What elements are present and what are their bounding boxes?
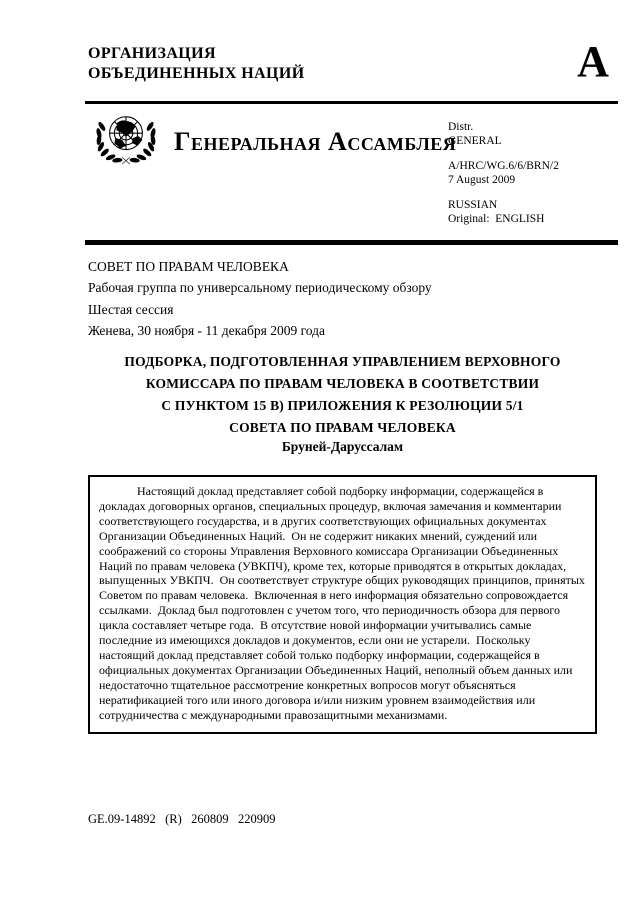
language-group	[448, 199, 559, 226]
footer-reference: GE.09-14892 (R) 260809 220909	[88, 812, 276, 826]
working-group: Рабочая группа по универсальному периодическому обзору	[88, 280, 432, 296]
document-title	[88, 351, 597, 439]
symbol-group	[448, 160, 559, 187]
original-language: Original: ENGLISH	[448, 212, 545, 225]
session-block	[88, 256, 432, 342]
venue-dates: Женева, 30 ноября - 11 декабря 2009 года	[88, 323, 326, 339]
country-name: Бруней-Даруссалам	[281, 439, 404, 454]
council-name: СОВЕТ ПО ПРАВАМ ЧЕЛОВЕКА	[88, 259, 289, 274]
distr-value: GENERAL	[448, 134, 502, 147]
distr-group	[448, 121, 559, 148]
org-name	[88, 44, 305, 84]
title-line: С ПУНКТОМ 15 В) ПРИЛОЖЕНИЯ К РЕЗОЛЮЦИИ 5/1	[161, 398, 524, 413]
distribution-info	[448, 121, 559, 238]
title-line: ПОДБОРКА, ПОДГОТОВЛЕННАЯ УПРАВЛЕНИЕМ ВЕРХОВНОГО	[124, 354, 561, 369]
header-rule	[85, 101, 618, 104]
doc-series-letter: A	[577, 37, 609, 86]
doc-date: 7 August 2009	[448, 173, 516, 186]
summary-text: Настоящий доклад представляет собой подборку информации, содержащейся в докладах договорных органов, специальных процедур, включая замечания и комментарии соответствующего государства, и в других соответствующих официальных документах Организации Объединенных Наций. Он не содержит никаких мнений, суждений или соображений со стороны Управления Верховного комиссара Организации Объединенных Наций по правам человека (УВКПЧ), кроме тех, которые приводятся в открытых докладах, выпущенных УВКПЧ. Он соответствует структуре общих руководящих принципов, принятых Советом по правам человека. Включенная в него информация обязательно сопровождается ссылками. Доклад был подготовлен с учетом того, что периодичность обзора для первого цикла составляет четыре года. В отсутствие новой информации учитывались самые последние из имеющихся докладов и документов, если они не устарели. Поскольку настоящий доклад представляет собой только подборку информации, содержащейся в официальных документах Организации Объединенных Наций, неполный объем данных или недостаточно тщательное рассмотрение конкретных вопросов могут объясняться нератификацией того или иного договора и/или низким уровнем взаимодействия или сотрудничества с международными правозащитными механизмами.	[99, 484, 588, 722]
title-line: КОМИССАРА ПО ПРАВАМ ЧЕЛОВЕКА В СООТВЕТСТВИИ	[145, 376, 540, 391]
title-line: СОВЕТА ПО ПРАВАМ ЧЕЛОВЕКА	[229, 420, 456, 435]
un-emblem-icon	[93, 110, 159, 171]
org-name-line1: ОРГАНИЗАЦИЯ	[88, 45, 216, 62]
distr-label: Distr.	[448, 121, 474, 133]
language: RUSSIAN	[448, 199, 498, 211]
session-number: Шестая сессия	[88, 301, 174, 317]
body-name: Генеральная Ассамблея	[174, 127, 457, 156]
org-name-line2: ОБЪЕДИНЕННЫХ НАЦИЙ	[88, 65, 305, 82]
masthead-rule	[85, 240, 618, 245]
summary-box	[88, 475, 597, 734]
doc-number: A/HRC/WG.6/6/BRN/2	[448, 160, 559, 172]
